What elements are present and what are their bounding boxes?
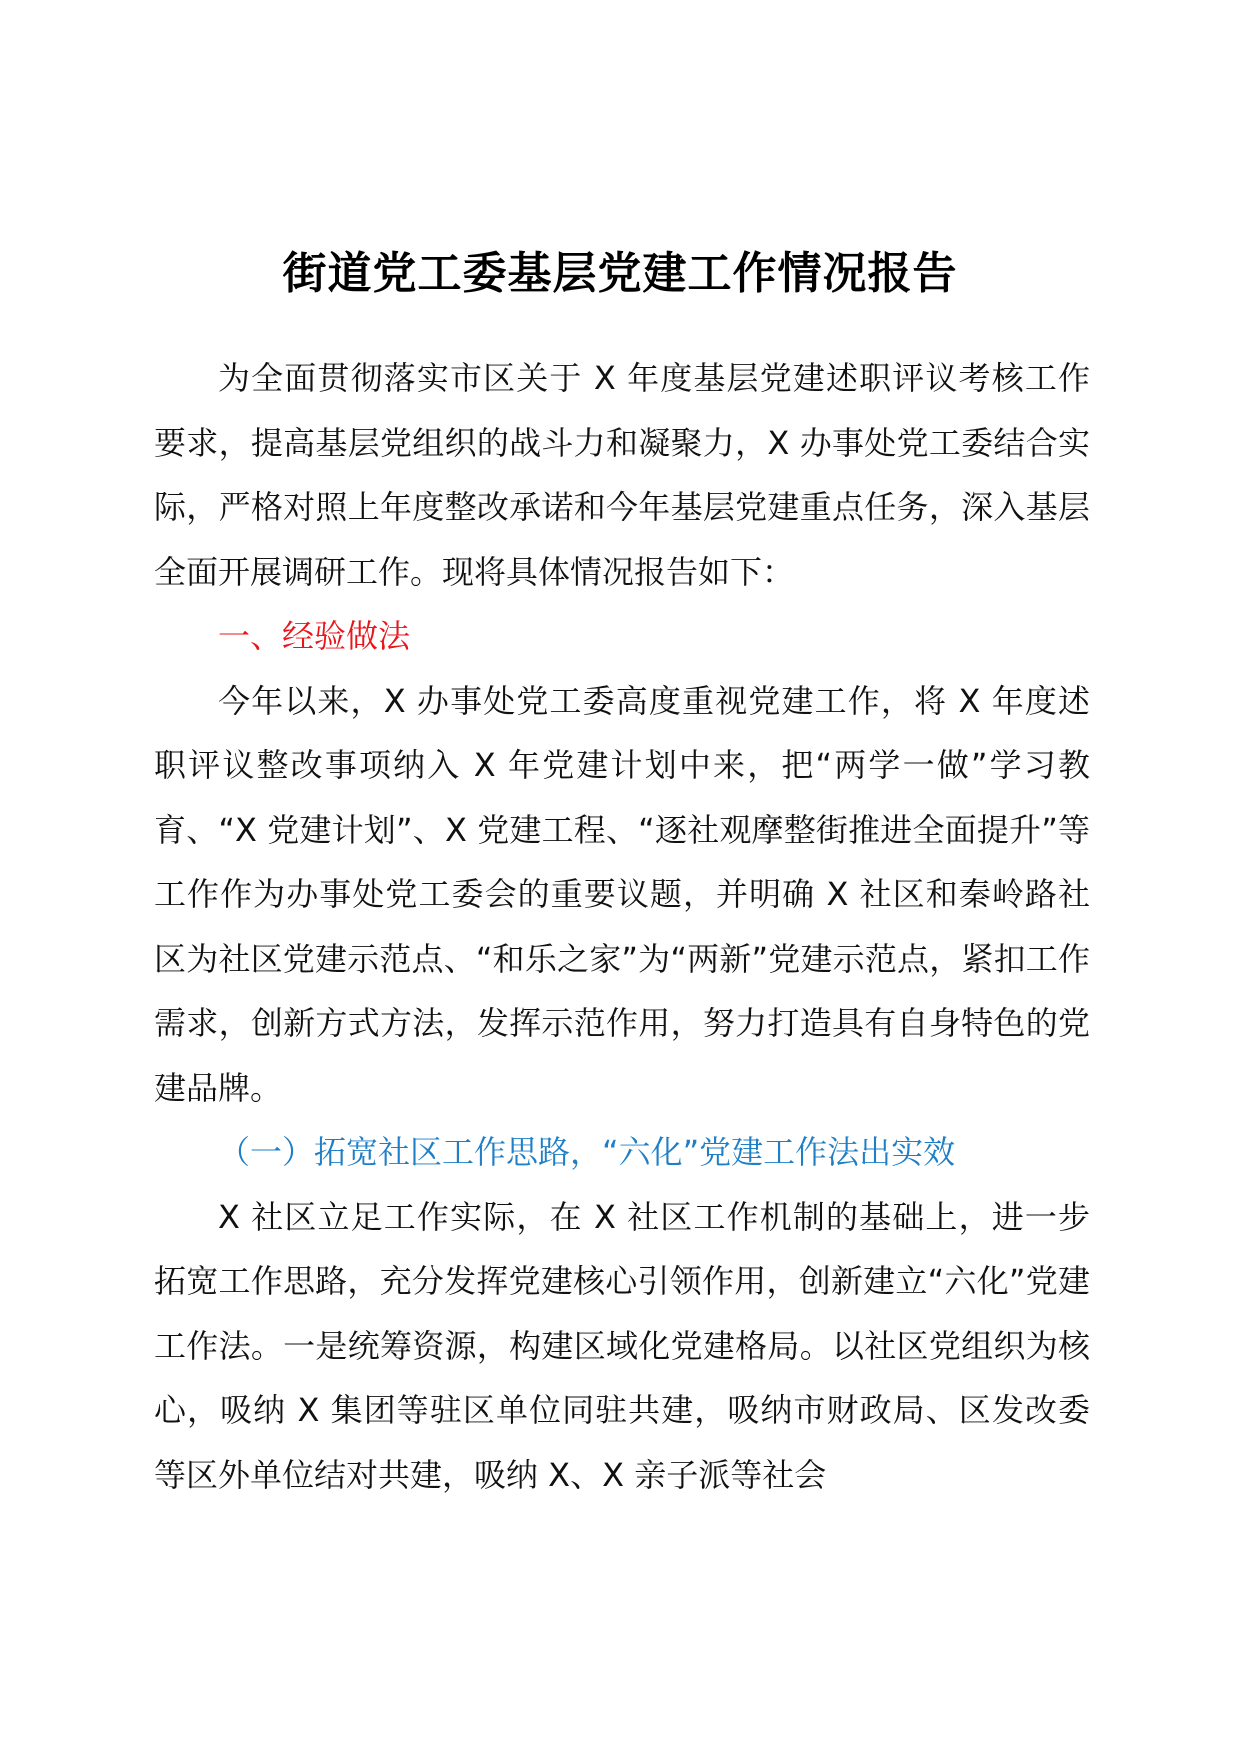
section-heading: 一、经验做法 [218,617,411,655]
subsection-heading: （一）拓宽社区工作思路，“六化”党建工作法出实效 [218,1133,956,1171]
community-paragraph: X 社区立足工作实际，在 X 社区工作机制的基础上，进一步拓宽工作思路，充分发挥党建核心引领作用，创新建立“六化”党建工作法。一是统筹资源，构建区域化党建格局。以社区党组织为核心，吸纳 X 集团等驻区单位同驻共建，吸纳市财政局、区发改委等区外单位结对共建，吸纳 X、X 亲子派等社会 [154,1197,1090,1494]
experience-paragraph: 今年以来，X 办事处党工委高度重视党建工作，将 X 年度述职评议整改事项纳入 X 年党建计划中来，把“两学一做”学习教育、“X 党建计划”、X 党建工程、“逐社观摩整街推进全面提升”等工作作为办事处党工委会的重要议题，并明确 X 社区和秦岭路社区为社区党建示范点、“和乐之家”为“两新”党建示范点，紧扣工作需求，创新方式方法，发挥示范作用，努力打造具有自身特色的党建品牌。 [154,681,1090,1107]
document-title: 街道党工委基层党建工作情况报告 [282,248,958,299]
intro-paragraph: 为全面贯彻落实市区关于 X 年度基层党建述职评议考核工作要求，提高基层党组织的战斗力和凝聚力，X 办事处党工委结合实际，严格对照上年度整改承诺和今年基层党建重点任务，深入基层全面开展调研工作。现将具体情况报告如下： [154,359,1090,591]
document-body [154,346,1090,1507]
